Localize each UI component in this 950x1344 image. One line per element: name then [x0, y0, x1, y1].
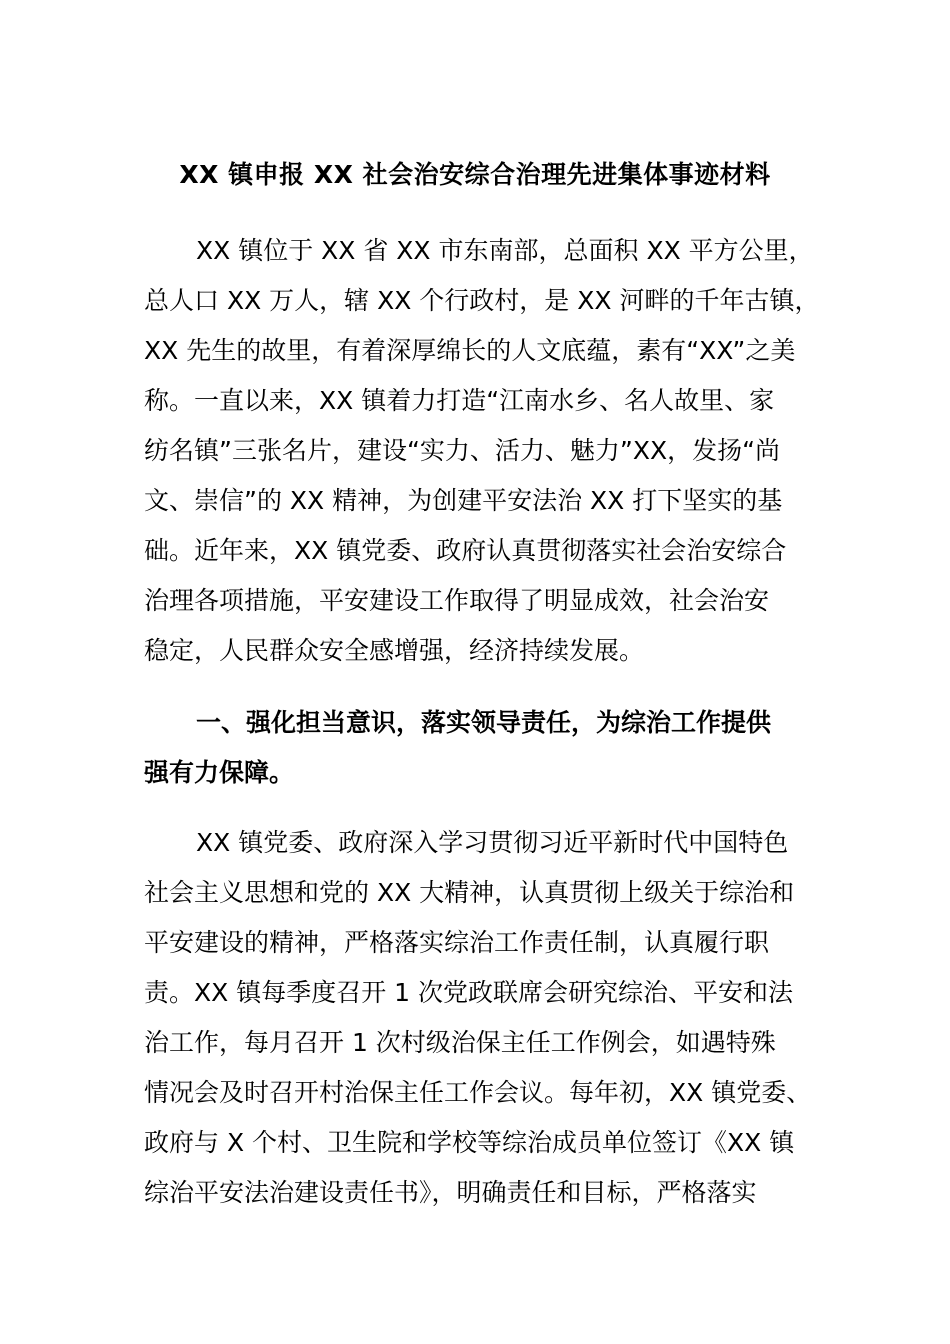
paragraph-line: 纺名镇”三张名片，建设“实力、活力、魅力”XX，发扬“尚	[144, 436, 781, 465]
paragraph-line: XX 镇党委、政府深入学习贯彻习近平新时代中国特色	[196, 828, 789, 857]
document-title: XX 镇申报 XX 社会治安综合治理先进集体事迹材料	[179, 160, 771, 189]
paragraph-line: 治理各项措施，平安建设工作取得了明显成效，社会治安	[144, 586, 770, 615]
section-heading	[144, 698, 814, 798]
paragraph-line: XX 镇位于 XX 省 XX 市东南部，总面积 XX 平方公里，	[196, 236, 814, 265]
paragraph-line: 础。近年来，XX 镇党委、政府认真贯彻落实社会治安综合	[144, 536, 787, 565]
paragraph-line: 情况会及时召开村治保主任工作会议。每年初，XX 镇党委、	[144, 1078, 812, 1107]
paragraph-line: 称。一直以来，XX 镇着力打造“江南水乡、名人故里、家	[144, 386, 775, 415]
paragraph-line: 社会主义思想和党的 XX 大精神，认真贯彻上级关于综治和	[144, 878, 795, 907]
heading-line: 强有力保障。	[144, 758, 295, 787]
paragraph-line: 总人口 XX 万人，辖 XX 个行政村，是 XX 河畔的千年古镇，	[144, 286, 820, 315]
paragraph-line: 平安建设的精神，严格落实综治工作责任制，认真履行职	[144, 928, 770, 957]
paragraph-line: 责。XX 镇每季度召开 1 次党政联席会研究综治、平安和法	[144, 978, 794, 1007]
section-paragraph	[144, 818, 814, 1218]
paragraph-line: 稳定，人民群众安全感增强，经济持续发展。	[144, 636, 645, 665]
paragraph-line: 政府与 X 个村、卫生院和学校等综治成员单位签订《XX 镇	[144, 1128, 795, 1157]
intro-paragraph	[144, 226, 820, 676]
paragraph-line: 综治平安法治建设责任书》，明确责任和目标，严格落实	[144, 1178, 757, 1207]
paragraph-line: XX 先生的故里，有着深厚绵长的人文底蕴，素有“XX”之美	[144, 336, 796, 365]
paragraph-line: 治工作，每月召开 1 次村级治保主任工作例会，如遇特殊	[144, 1028, 776, 1057]
heading-line: 一、强化担当意识，落实领导责任，为综治工作提供	[196, 708, 772, 737]
paragraph-line: 文、崇信”的 XX 精神，为创建平安法治 XX 打下坚实的基	[144, 486, 783, 515]
